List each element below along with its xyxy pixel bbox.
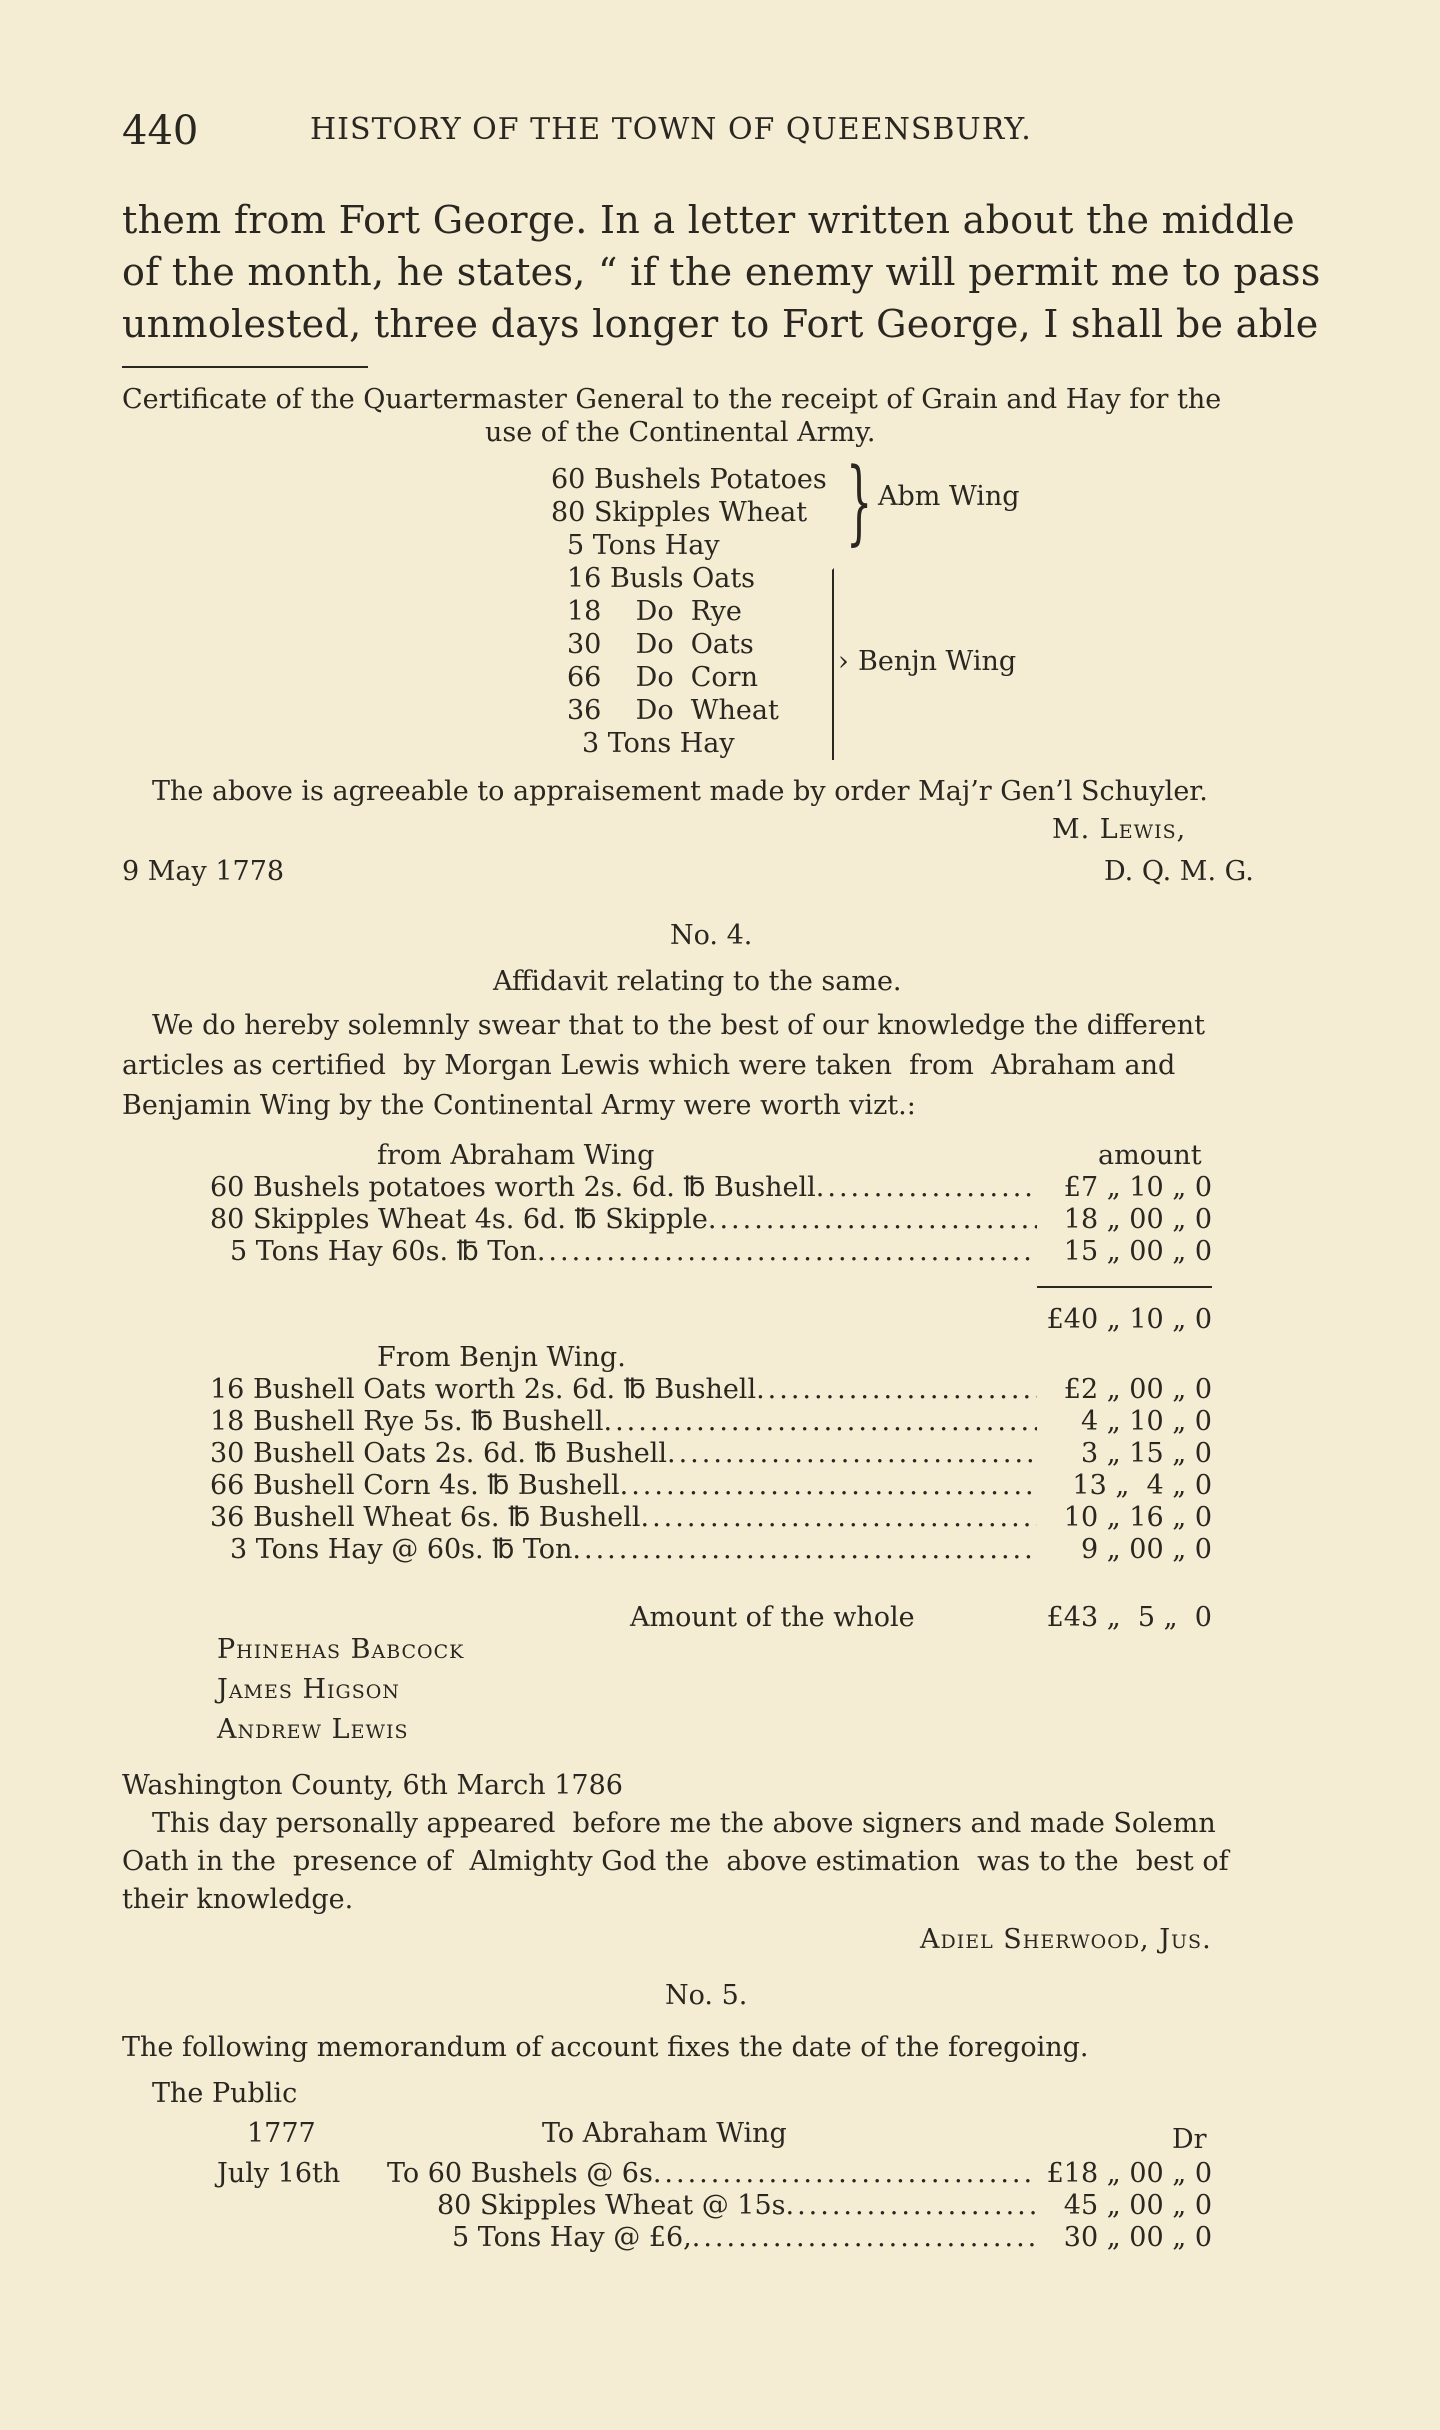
leader-dots <box>604 1406 1037 1437</box>
row-desc: 30 Bushell Oats 2s. 6d. ℔ Bushell <box>210 1438 667 1469</box>
justice-signature: Adiel Sherwood, Jus. <box>920 1924 1212 1955</box>
running-head: HISTORY OF THE TOWN OF QUEENSBURY. <box>310 112 1032 147</box>
row-desc: 60 Bushels potatoes worth 2s. 6d. ℔ Bushell <box>210 1172 816 1203</box>
dr-label: Dr <box>1172 2124 1207 2155</box>
from-abraham-heading: from Abraham Wing <box>377 1140 655 1171</box>
affidavit-line: Benjamin Wing by the Continental Army were worth vizt.: <box>122 1090 916 1121</box>
from-benjn-heading: From Benjn Wing. <box>377 1342 626 1373</box>
leader-dots <box>572 1534 1037 1565</box>
row-desc: 80 Skipples Wheat @ 15s <box>437 2190 786 2221</box>
county-line: Washington County, 6th March 1786 <box>122 1770 623 1801</box>
bracket-benjn <box>826 568 834 760</box>
certificate-title-cont: use of the Continental Army. <box>485 417 876 448</box>
table-row <box>452 2222 1212 2253</box>
row-amount: 18 „ 00 „ 0 <box>1063 1204 1212 1235</box>
row-amount: 15 „ 00 „ 0 <box>1063 1236 1212 1267</box>
row-amount: 4 „ 10 „ 0 <box>1080 1406 1212 1437</box>
signer-name: James Higson <box>217 1674 400 1705</box>
table-row <box>437 2190 1212 2221</box>
row-desc: 3 Tons Hay @ 60s. ℔ Ton <box>230 1534 573 1565</box>
oath-line: Oath in the presence of Almighty God the above estimation was to the best of <box>122 1846 1229 1877</box>
abm-label: Abm Wing <box>878 481 1020 512</box>
row-desc: 18 Bushell Rye 5s. ℔ Bushell <box>210 1406 604 1437</box>
memo-date: July 16th <box>217 2158 341 2189</box>
leader-dots <box>756 1374 1037 1405</box>
row-amount: 10 „ 16 „ 0 <box>1063 1502 1212 1533</box>
benjn-item: 18 Do Rye <box>567 596 742 627</box>
amount-header: amount <box>1098 1140 1202 1171</box>
whole-amount: £43 „ 5 „ 0 <box>1046 1602 1212 1633</box>
table-row <box>210 1406 1212 1437</box>
benjn-item: 3 Tons Hay <box>582 728 735 759</box>
benjn-label: Benjn Wing <box>858 646 1017 677</box>
row-desc: 80 Skipples Wheat 4s. 6d. ℔ Skipple <box>210 1204 708 1235</box>
row-desc: 16 Bushell Oats worth 2s. 6d. ℔ Bushell <box>210 1374 757 1405</box>
table-row <box>210 1172 1212 1203</box>
signer-name: Andrew Lewis <box>217 1714 409 1745</box>
certificate-signer: M. Lewis, <box>1052 814 1187 845</box>
row-amount: 13 „ 4 „ 0 <box>1072 1470 1212 1501</box>
leader-dots <box>816 1172 1037 1203</box>
certificate-title: Certificate of the Quartermaster General to the receipt of Grain and Hay for the <box>122 384 1222 415</box>
leader-dots <box>708 1204 1037 1235</box>
intro-line: of the month, he states, “ if the enemy will permit me to pass <box>122 250 1321 294</box>
table-row <box>230 1236 1212 1267</box>
oath-line: This day personally appeared before me the above signers and made Solemn <box>152 1808 1216 1839</box>
section-heading-no4: No. 4. <box>670 920 753 951</box>
benjn-item: 30 Do Oats <box>567 629 754 660</box>
row-amount: £18 „ 00 „ 0 <box>1046 2158 1212 2189</box>
to-abraham-label: To Abraham Wing <box>542 2118 787 2149</box>
year-label: 1777 <box>247 2118 316 2149</box>
page-number: 440 <box>122 108 199 154</box>
benjn-item: 36 Do Wheat <box>567 695 779 726</box>
abraham-total: £40 „ 10 „ 0 <box>1046 1304 1212 1335</box>
leader-dots <box>786 2190 1038 2221</box>
certificate-signer-title: D. Q. M. G. <box>1104 856 1254 887</box>
brace-abm: } <box>846 448 873 555</box>
row-desc: 66 Bushell Corn 4s. ℔ Bushell <box>210 1470 620 1501</box>
row-desc: 5 Tons Hay @ £6, <box>452 2222 692 2253</box>
whole-label: Amount of the whole <box>630 1602 915 1633</box>
intro-line: unmolested, three days longer to Fort George, I shall be able <box>122 302 1319 346</box>
leader-dots <box>653 2158 1037 2189</box>
benjn-item: 66 Do Corn <box>567 662 758 693</box>
row-desc: To 60 Bushels @ 6s <box>387 2158 653 2189</box>
leader-dots <box>667 1438 1037 1469</box>
total-rule <box>1037 1286 1212 1288</box>
bracket-tip: › <box>838 646 849 677</box>
abm-item: 60 Bushels Potatoes <box>551 464 827 495</box>
leader-dots <box>620 1470 1037 1501</box>
footnote-divider <box>122 366 368 368</box>
table-row <box>210 1502 1212 1533</box>
section-heading-no5: No. 5. <box>665 1980 748 2011</box>
abm-item: 5 Tons Hay <box>567 530 720 561</box>
oath-line: their knowledge. <box>122 1884 354 1915</box>
row-amount: £2 „ 00 „ 0 <box>1063 1374 1212 1405</box>
table-row <box>210 1374 1212 1405</box>
agreeable-line: The above is agreeable to appraisement made by order Maj’r Gen’l Schuyler. <box>152 776 1208 807</box>
public-label: The Public <box>152 2078 298 2109</box>
leader-dots <box>537 1236 1037 1267</box>
intro-line: them from Fort George. In a letter written about the middle <box>122 198 1295 242</box>
table-row <box>230 1534 1212 1565</box>
table-row <box>210 1470 1212 1501</box>
row-amount: £7 „ 10 „ 0 <box>1063 1172 1212 1203</box>
row-amount: 30 „ 00 „ 0 <box>1063 2222 1212 2253</box>
table-row <box>210 1204 1212 1235</box>
row-amount: 3 „ 15 „ 0 <box>1080 1438 1212 1469</box>
table-row <box>210 1438 1212 1469</box>
memo-intro: The following memorandum of account fixes the date of the foregoing. <box>122 2032 1089 2063</box>
row-amount: 9 „ 00 „ 0 <box>1080 1534 1212 1565</box>
leader-dots <box>640 1502 1037 1533</box>
certificate-date: 9 May 1778 <box>122 856 285 887</box>
row-desc: 36 Bushell Wheat 6s. ℔ Bushell <box>210 1502 641 1533</box>
affidavit-line: We do hereby solemnly swear that to the best of our knowledge the different <box>152 1010 1205 1041</box>
affidavit-line: articles as certified by Morgan Lewis which were taken from Abraham and <box>122 1050 1176 1081</box>
leader-dots <box>692 2222 1037 2253</box>
benjn-item: 16 Busls Oats <box>567 563 756 594</box>
section-subheading: Affidavit relating to the same. <box>493 966 902 997</box>
signer-name: Phinehas Babcock <box>217 1634 465 1665</box>
row-desc: 5 Tons Hay 60s. ℔ Ton <box>230 1236 537 1267</box>
row-amount: 45 „ 00 „ 0 <box>1063 2190 1212 2221</box>
table-row <box>387 2158 1212 2189</box>
abm-item: 80 Skipples Wheat <box>551 497 808 528</box>
